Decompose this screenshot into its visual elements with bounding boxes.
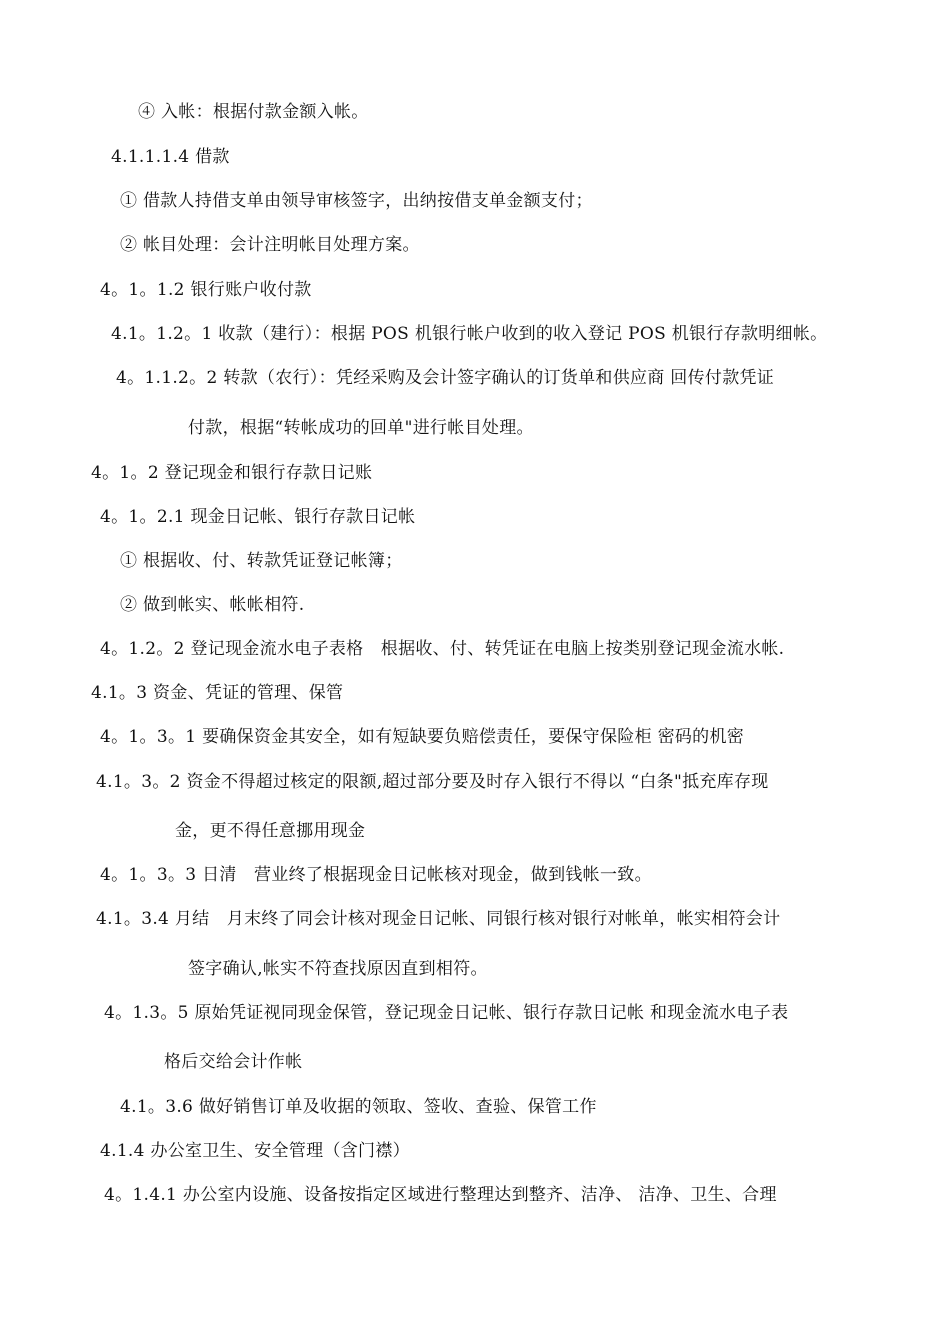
text-line: 4.1。3.4 月结 月末终了同会计核对现金日记帐、同银行核对银行对帐单，帐实相符会计 — [96, 909, 781, 929]
text-line: 4。1。2.1 现金日记帐、银行存款日记帐 — [100, 507, 416, 527]
text-line: 4.1。1.2。1 收款（建行）：根据 POS 机银行帐户收到的收入登记 POS 机银行存款明细帐。 — [111, 324, 828, 344]
text-line: 4。1。3。3 日清 营业终了根据现金日记帐核对现金，做到钱帐一致。 — [100, 865, 652, 885]
text-line: 4。1.3。5 原始凭证视同现金保管，登记现金日记帐、银行存款日记帐 和现金流水电子表 — [104, 1003, 789, 1023]
text-line: ② 做到帐实、帐帐相符. — [120, 595, 305, 615]
text-line: 4.1。3.6 做好销售订单及收据的领取、签收、查验、保管工作 — [120, 1097, 597, 1117]
text-line: 4。1。3。1 要确保资金其安全，如有短缺要负赔偿责任，要保守保险柜 密码的机密 — [100, 727, 745, 747]
text-line: 格后交给会计作帐 — [164, 1052, 303, 1072]
text-line: 4。1。2 登记现金和银行存款日记账 — [91, 463, 373, 483]
text-line: 4.1.4 办公室卫生、安全管理（含门襟） — [100, 1141, 410, 1161]
text-line: 4。1。1.2 银行账户收付款 — [100, 280, 312, 300]
text-line: ② 帐目处理：会计注明帐目处理方案。 — [120, 235, 420, 255]
text-line: 4。1.2。2 登记现金流水电子表格 根据收、付、转凭证在电脑上按类别登记现金流水帐. — [100, 639, 785, 659]
text-line: 签字确认,帐实不符查找原因直到相符。 — [188, 959, 488, 979]
text-line: 4.1。3 资金、凭证的管理、保管 — [91, 683, 344, 703]
text-line: ① 借款人持借支单由领导审核签字，出纳按借支单金额支付； — [120, 191, 593, 211]
text-line: ④ 入帐：根据付款金额入帐。 — [138, 102, 369, 122]
text-line: 付款，根据“转帐成功的回单"进行帐目处理。 — [188, 418, 534, 438]
text-line: 4.1。3。2 资金不得超过核定的限额,超过部分要及时存入银行不得以 “白条"抵充库存现 — [96, 772, 769, 792]
text-line: 4.1.1.1.4 借款 — [111, 147, 230, 167]
text-line: 4。1.4.1 办公室内设施、设备按指定区域进行整理达到整齐、洁净、 洁净、卫生、合理 — [104, 1185, 777, 1205]
text-line: 4。1.1.2。2 转款（农行）：凭经采购及会计签字确认的订货单和供应商 回传付款凭证 — [116, 368, 775, 388]
text-line: 金，更不得任意挪用现金 — [175, 821, 366, 841]
text-line: ① 根据收、付、转款凭证登记帐簿； — [120, 551, 403, 571]
